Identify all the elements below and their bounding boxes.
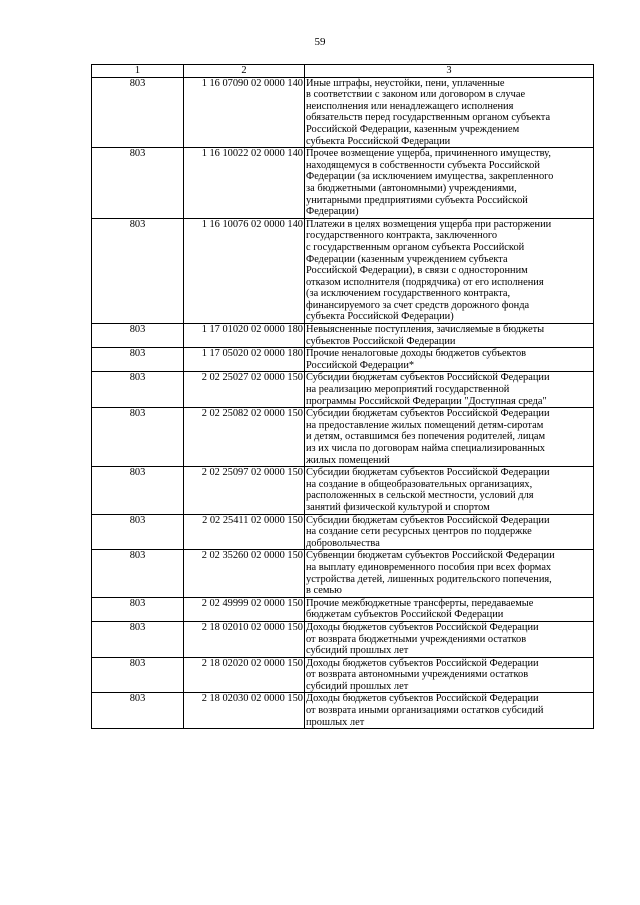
description-line: добровольчества bbox=[306, 537, 380, 549]
description-line: Субсидии бюджетам субъектов Российской Федерации bbox=[306, 514, 550, 526]
description-line: Российской Федерации, казенным учреждением bbox=[306, 123, 520, 135]
description-line: Прочие неналоговые доходы бюджетов субъектов bbox=[306, 348, 527, 360]
column-header: 3 bbox=[305, 65, 594, 78]
description-line: Доходы бюджетов субъектов Российской Федерации bbox=[306, 657, 539, 669]
admin-code-cell: 803 bbox=[92, 77, 184, 148]
budget-code-cell: 2 02 25027 02 0000 150 bbox=[184, 372, 305, 408]
description-cell bbox=[305, 77, 594, 148]
budget-code-cell: 2 02 25082 02 0000 150 bbox=[184, 408, 305, 467]
admin-code-cell: 803 bbox=[92, 148, 184, 219]
table-row bbox=[92, 77, 594, 148]
budget-code-cell: 1 16 07090 02 0000 140 bbox=[184, 77, 305, 148]
description-cell bbox=[305, 348, 594, 372]
description-line: Прочие межбюджетные трансферты, передаваемые bbox=[306, 597, 534, 609]
description-line: программы Российской Федерации "Доступная среда" bbox=[306, 395, 547, 407]
description-line: Федерации (казенным учреждением субъекта bbox=[306, 253, 508, 265]
description-line: отказом исполнителя (подрядчика) от его исполнения bbox=[306, 276, 544, 288]
description-line: жилых помещений bbox=[306, 454, 390, 466]
admin-code-cell: 803 bbox=[92, 693, 184, 729]
table-header-row bbox=[92, 65, 594, 78]
description-line: на создание в общеобразовательных организациях, bbox=[306, 478, 533, 490]
admin-code-cell: 803 bbox=[92, 550, 184, 597]
budget-code-cell: 2 18 02030 02 0000 150 bbox=[184, 693, 305, 729]
description-line: (за исключением государственного контракта, bbox=[306, 288, 511, 300]
description-cell bbox=[305, 467, 594, 514]
description-line: субъекта Российской Федерации) bbox=[306, 311, 454, 323]
description-cell bbox=[305, 408, 594, 467]
table-row bbox=[92, 514, 594, 550]
description-line: занятий физической культурой и спортом bbox=[306, 501, 490, 513]
description-line: субъекта Российской Федерации bbox=[306, 135, 451, 147]
table-row bbox=[92, 657, 594, 693]
admin-code-cell: 803 bbox=[92, 657, 184, 693]
budget-code-cell: 2 18 02020 02 0000 150 bbox=[184, 657, 305, 693]
admin-code-cell: 803 bbox=[92, 621, 184, 657]
description-line: Платежи в целях возмещения ущерба при расторжении bbox=[306, 218, 552, 230]
description-cell bbox=[305, 550, 594, 597]
description-cell bbox=[305, 621, 594, 657]
description-line: на создание сети ресурсных центров по поддержке bbox=[306, 526, 532, 538]
table-row bbox=[92, 550, 594, 597]
table-row bbox=[92, 218, 594, 323]
budget-code-cell: 1 16 10022 02 0000 140 bbox=[184, 148, 305, 219]
admin-code-cell: 803 bbox=[92, 514, 184, 550]
description-line: неисполнения или ненадлежащего исполнения bbox=[306, 100, 514, 112]
budget-code-cell: 2 02 25411 02 0000 150 bbox=[184, 514, 305, 550]
description-line: прошлых лет bbox=[306, 716, 365, 728]
description-line: бюджетам субъектов Российской Федерации bbox=[306, 609, 504, 621]
description-line: Субсидии бюджетам субъектов Российской Федерации bbox=[306, 467, 550, 479]
table-row bbox=[92, 324, 594, 348]
description-cell bbox=[305, 597, 594, 621]
description-cell bbox=[305, 148, 594, 219]
description-line: Российской Федерации), в связи с односторонним bbox=[306, 265, 528, 277]
description-line: Федерации) bbox=[306, 206, 359, 218]
description-line: и детям, оставшимся без попечения родителей, лицам bbox=[306, 431, 546, 443]
budget-code-cell: 2 02 35260 02 0000 150 bbox=[184, 550, 305, 597]
description-cell bbox=[305, 218, 594, 323]
column-header: 2 bbox=[184, 65, 305, 78]
page-number: 59 bbox=[314, 36, 326, 48]
budget-code-cell: 1 16 10076 02 0000 140 bbox=[184, 218, 305, 323]
budget-code-cell: 2 18 02010 02 0000 150 bbox=[184, 621, 305, 657]
description-line: финансируемого за счет средств дорожного фонда bbox=[306, 299, 530, 311]
description-line: на реализацию мероприятий государственной bbox=[306, 384, 510, 396]
budget-code-cell: 1 17 05020 02 0000 180 bbox=[184, 348, 305, 372]
admin-code-cell: 803 bbox=[92, 597, 184, 621]
table-row bbox=[92, 467, 594, 514]
description-cell bbox=[305, 324, 594, 348]
description-line: государственного контракта, заключенного bbox=[306, 230, 498, 242]
description-line: Иные штрафы, неустойки, пени, уплаченные bbox=[306, 77, 505, 89]
description-line: Прочее возмещение ущерба, причиненного имуществу, bbox=[306, 148, 551, 160]
description-line: Субсидии бюджетам субъектов Российской Федерации bbox=[306, 372, 550, 384]
table-row bbox=[92, 693, 594, 729]
description-line: с государственным органом субъекта Российской bbox=[306, 241, 525, 253]
budget-code-cell: 2 02 49999 02 0000 150 bbox=[184, 597, 305, 621]
admin-code-cell: 803 bbox=[92, 372, 184, 408]
table-row bbox=[92, 372, 594, 408]
description-line: обязательств перед государственным органом субъекта bbox=[306, 112, 551, 124]
description-line: субсидий прошлых лет bbox=[306, 680, 409, 692]
description-cell bbox=[305, 514, 594, 550]
description-line: от возврата иными организациями остатков субсидий bbox=[306, 705, 544, 717]
description-line: в соответствии с законом или договором в случае bbox=[306, 89, 526, 101]
description-line: расположенных в сельской местности, условий для bbox=[306, 490, 534, 502]
description-cell bbox=[305, 657, 594, 693]
column-header: 1 bbox=[92, 65, 184, 78]
description-cell bbox=[305, 372, 594, 408]
admin-code-cell: 803 bbox=[92, 408, 184, 467]
admin-code-cell: 803 bbox=[92, 467, 184, 514]
description-line: Российской Федерации* bbox=[306, 359, 415, 371]
budget-code-cell: 1 17 01020 02 0000 180 bbox=[184, 324, 305, 348]
description-line: от возврата бюджетными учреждениями остатков bbox=[306, 633, 527, 645]
description-line: Субсидии бюджетам субъектов Российской Федерации bbox=[306, 408, 550, 420]
description-line: находящемуся в собственности субъекта Российской bbox=[306, 159, 540, 171]
description-line: Федерации (за исключением имущества, закрепленного bbox=[306, 171, 554, 183]
description-line: Доходы бюджетов субъектов Российской Федерации bbox=[306, 621, 539, 633]
description-line: на выплату единовременного пособия при всех формах bbox=[306, 561, 552, 573]
description-line: Невыясненные поступления, зачисляемые в бюджеты bbox=[306, 324, 545, 336]
description-line: унитарными предприятиями субъекта Российской bbox=[306, 194, 528, 206]
description-line: на предоставление жилых помещений детям-сиротам bbox=[306, 419, 544, 431]
table-row bbox=[92, 408, 594, 467]
description-line: от возврата автономными учреждениями остатков bbox=[306, 669, 529, 681]
description-line: из их числа по договорам найма специализированных bbox=[306, 443, 545, 454]
revenue-codes-table bbox=[91, 64, 594, 729]
table-row bbox=[92, 621, 594, 657]
admin-code-cell: 803 bbox=[92, 324, 184, 348]
table-row bbox=[92, 597, 594, 621]
description-line: в семью bbox=[306, 585, 342, 597]
description-line: субъектов Российской Федерации bbox=[306, 335, 456, 347]
admin-code-cell: 803 bbox=[92, 348, 184, 372]
table-row bbox=[92, 148, 594, 219]
description-line: за бюджетными (автономными) учреждениями, bbox=[306, 182, 517, 194]
budget-code-cell: 2 02 25097 02 0000 150 bbox=[184, 467, 305, 514]
description-line: Субвенции бюджетам субъектов Российской Федерации bbox=[306, 550, 555, 562]
description-line: Доходы бюджетов субъектов Российской Федерации bbox=[306, 693, 539, 705]
description-line: субсидий прошлых лет bbox=[306, 645, 409, 657]
admin-code-cell: 803 bbox=[92, 218, 184, 323]
table-row bbox=[92, 348, 594, 372]
description-line: устройства детей, лишенных родительского попечения, bbox=[306, 573, 552, 585]
description-cell bbox=[305, 693, 594, 729]
